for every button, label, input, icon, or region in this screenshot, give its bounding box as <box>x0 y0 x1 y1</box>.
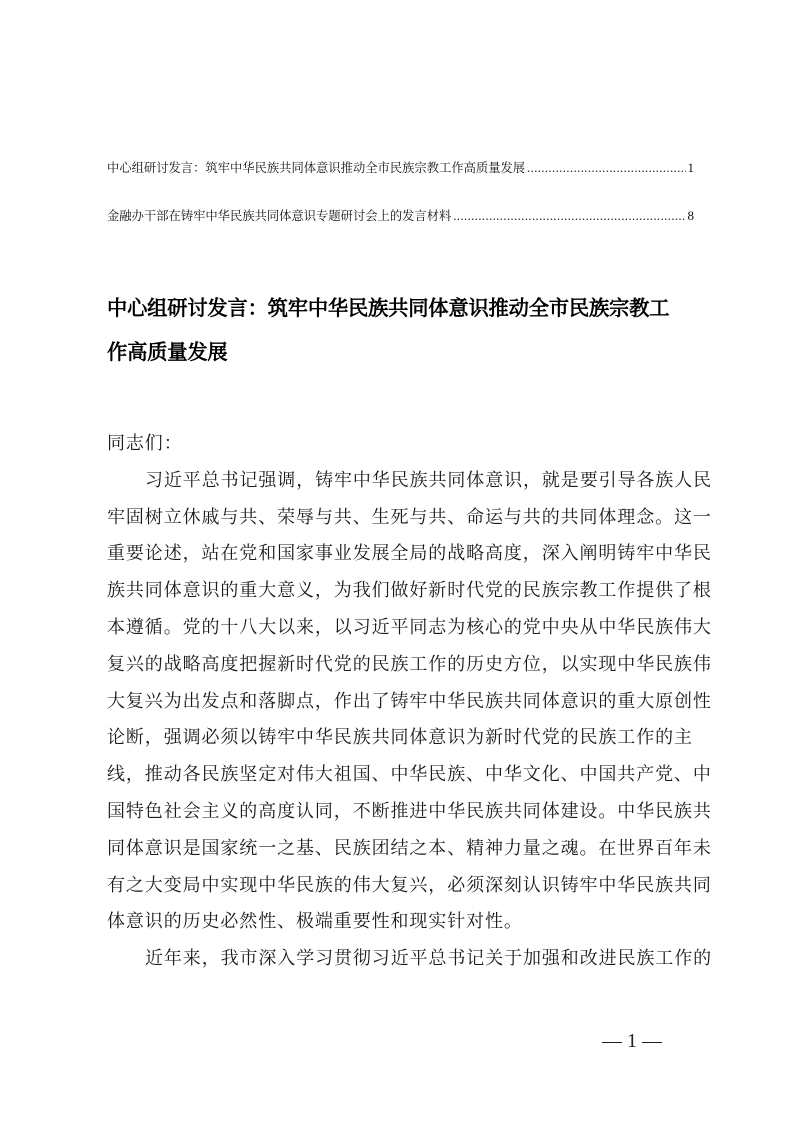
body-line: 重要论述，站在党和国家事业发展全局的战略高度，深入阐明铸牢中华民 <box>107 543 712 565</box>
document-heading <box>107 286 707 374</box>
toc-dot-leader <box>527 160 685 176</box>
toc-entry[interactable] <box>107 208 694 224</box>
toc-entry-page: 1 <box>687 160 694 175</box>
body-line: 本遵循。党的十八大以来，以习近平同志为核心的党中央从中华民族伟大 <box>107 616 712 638</box>
body-line: 近年来，我市深入学习贯彻习近平总书记关于加强和改进民族工作的 <box>145 948 712 970</box>
body-line: 族共同体意识的重大意义，为我们做好新时代党的民族宗教工作提供了根 <box>107 580 712 602</box>
page-number: — 1 — <box>602 1030 662 1052</box>
body-line: 习近平总书记强调，铸牢中华民族共同体意识，就是要引导各族人民 <box>145 469 712 491</box>
body-line: 大复兴为出发点和落脚点，作出了铸牢中华民族共同体意识的重大原创性 <box>107 690 712 712</box>
toc-entry[interactable] <box>107 160 694 176</box>
toc-entry-title: 金融办干部在铸牢中华民族共同体意识专题研讨会上的发言材料 <box>107 209 452 223</box>
table-of-contents <box>107 160 694 256</box>
body-line: 牢固树立休戚与共、荣辱与共、生死与共、命运与共的共同体理念。这一 <box>107 506 712 528</box>
heading-line: 中心组研讨发言：筑牢中华民族共同体意识推动全市民族宗教工 <box>107 296 670 320</box>
body-line: 复兴的战略高度把握新时代党的民族工作的历史方位，以实现中华民族伟 <box>107 653 712 675</box>
body-line: 线，推动各民族坚定对伟大祖国、中华民族、中华文化、中国共产党、中 <box>107 764 712 786</box>
toc-dot-leader <box>453 208 685 224</box>
body-line: 国特色社会主义的高度认同，不断推进中华民族共同体建设。中华民族共 <box>107 800 712 822</box>
body-line: 有之大变局中实现中华民族的伟大复兴，必须深刻认识铸牢中华民族共同 <box>107 874 712 896</box>
document-body <box>107 426 712 978</box>
heading-line: 作高质量发展 <box>107 340 228 364</box>
salutation: 同志们： <box>107 433 183 454</box>
body-line: 同体意识是国家统一之基、民族团结之本、精神力量之魂。在世界百年未 <box>107 837 712 859</box>
toc-entry-title: 中心组研讨发言：筑牢中华民族共同体意识推动全市民族宗教工作高质量发展 <box>107 161 526 175</box>
body-line: 体意识的历史必然性、极端重要性和现实针对性。 <box>107 911 523 933</box>
toc-entry-page: 8 <box>687 208 694 223</box>
body-line: 论断，强调必须以铸牢中华民族共同体意识为新时代党的民族工作的主 <box>107 727 693 749</box>
